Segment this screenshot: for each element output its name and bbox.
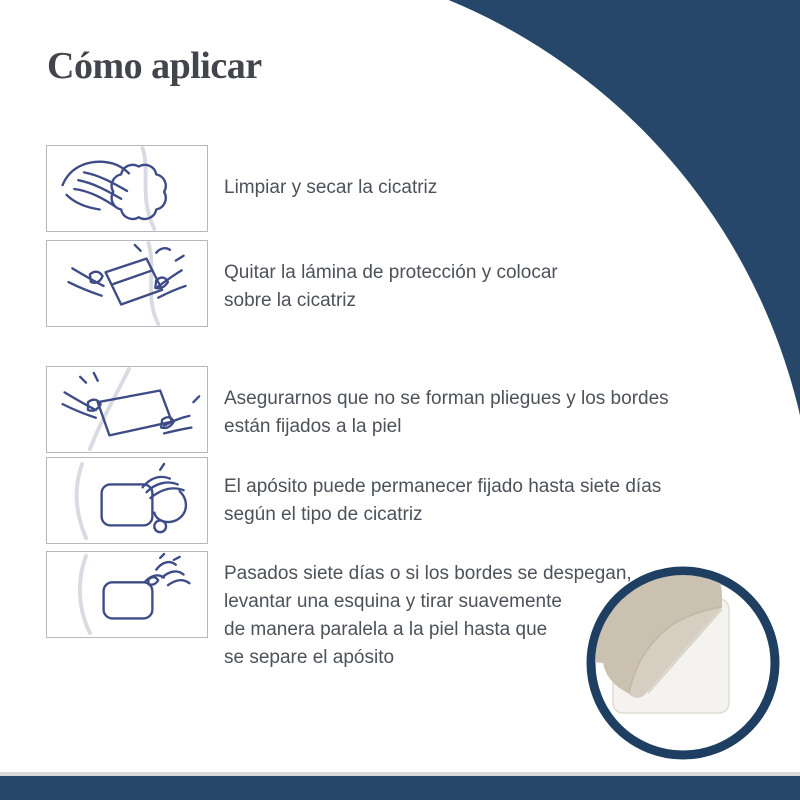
step-3-icon-box (46, 366, 208, 453)
step-4-text (224, 473, 661, 529)
step-1-icon-box (46, 145, 208, 232)
step-3-line-1: Asegurarnos que no se forman pliegues y los bordes (224, 388, 669, 409)
step-5-text (224, 560, 632, 672)
step-5-line-2: levantar una esquina y tirar suavemente (224, 591, 562, 612)
scar-dressing-peeled-corner-photo (583, 563, 783, 763)
step-2-line-2: sobre la cicatriz (224, 290, 356, 311)
step-2-text (224, 259, 558, 315)
step-1-line-1: Limpiar y secar la cicatriz (224, 177, 438, 198)
hands-placing-dressing-icon (47, 367, 207, 452)
step-2-line-1: Quitar la lámina de protección y colocar (224, 262, 558, 283)
footer-band (0, 776, 800, 800)
step-4-line-1: El apósito puede permanecer fijado hasta siete días (224, 476, 662, 497)
hand-pressing-dressing-icon (47, 458, 207, 543)
step-5-icon-box (46, 551, 208, 638)
page-title: Cómo aplicar (47, 45, 262, 87)
step-4-line-2: según el tipo de cicatriz (224, 504, 423, 525)
hand-peeling-corner-icon (47, 552, 207, 637)
hand-cleaning-scar-icon (47, 146, 207, 231)
step-3-line-2: están fijados a la piel (224, 416, 402, 437)
hands-removing-protective-film-icon (47, 241, 207, 326)
step-4-icon-box (46, 457, 208, 544)
step-2-icon-box (46, 240, 208, 327)
step-5-line-1: Pasados siete días o si los bordes se despegan, (224, 563, 632, 584)
step-3-text (224, 385, 669, 441)
step-5-line-4: se separe el apósito (224, 647, 395, 668)
step-1-text (224, 174, 437, 202)
step-5-line-3: de manera paralela a la piel hasta que (224, 619, 548, 640)
